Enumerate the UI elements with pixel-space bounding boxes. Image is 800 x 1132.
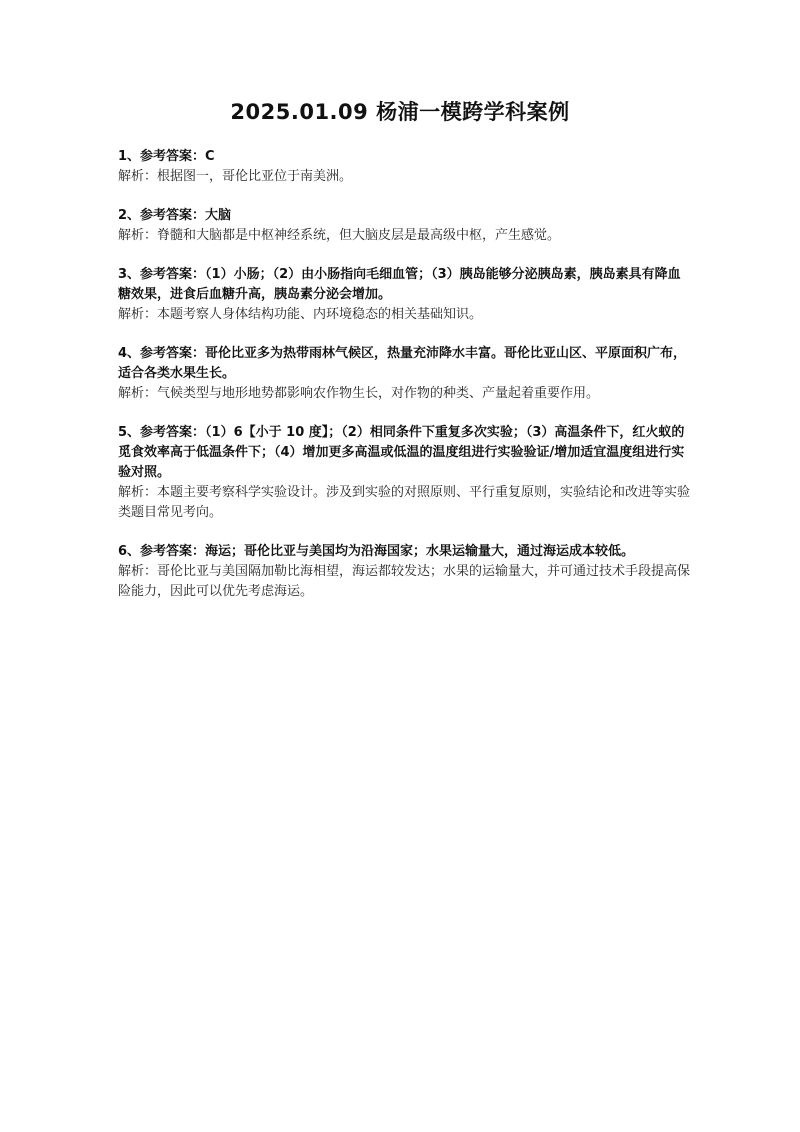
answer-item-3 xyxy=(118,265,690,325)
answer-item-1 xyxy=(118,147,690,187)
answer-text: 6、参考答案：海运；哥伦比亚与美国均为沿海国家；水果运输量大，通过海运成本较低。 xyxy=(118,544,635,559)
answer-text: 3、参考答案：（1）小肠；（2）由小肠指向毛细血管；（3）胰岛能够分泌胰岛素，胰岛素具有降血糖效果，进食后血糖升高，胰岛素分泌会增加。 xyxy=(118,267,681,302)
analysis-text: 解析：根据图一，哥伦比亚位于南美洲。 xyxy=(118,169,353,184)
page-title: 2025.01.09 杨浦一模跨学科案例 xyxy=(230,100,570,124)
answer-item-6 xyxy=(118,542,690,602)
answer-text: 1、参考答案：C xyxy=(118,149,215,164)
answer-text: 5、参考答案：（1）6【小于 10 度】；（2）相同条件下重复多次实验；（3）高温条件下，红火蚁的觅食效率高于低温条件下；（4）增加更多高温或低温的温度组进行实验验证/增加适宜温度组进行实验对照。 xyxy=(118,425,685,480)
analysis-text: 解析：脊髓和大脑都是中枢神经系统，但大脑皮层是最高级中枢，产生感觉。 xyxy=(118,228,561,243)
analysis-text: 解析：气候类型与地形地势都影响农作物生长，对作物的种类、产量起着重要作用。 xyxy=(118,386,600,401)
answer-list xyxy=(118,147,690,621)
answer-text: 2、参考答案：大脑 xyxy=(118,208,232,223)
answer-item-5 xyxy=(118,423,690,523)
analysis-text: 解析：本题考察人身体结构功能、内环境稳态的相关基础知识。 xyxy=(118,307,483,322)
answer-text: 4、参考答案：哥伦比亚多为热带雨林气候区，热量充沛降水丰富。哥伦比亚山区、平原面积广布，适合各类水果生长。 xyxy=(118,346,687,381)
analysis-text: 解析：本题主要考察科学实验设计。涉及到实验的对照原则、平行重复原则，实验结论和改进等实验类题目常见考向。 xyxy=(118,485,691,520)
analysis-text: 解析：哥伦比亚与美国隔加勒比海相望，海运都较发达；水果的运输量大，并可通过技术手段提高保险能力，因此可以优先考虑海运。 xyxy=(118,564,691,599)
answer-item-4 xyxy=(118,344,690,404)
answer-item-2 xyxy=(118,206,690,246)
